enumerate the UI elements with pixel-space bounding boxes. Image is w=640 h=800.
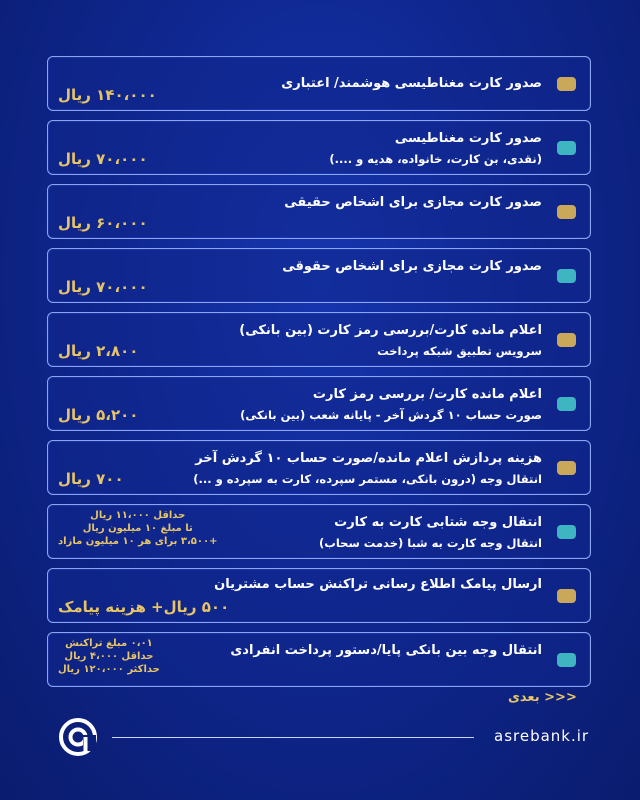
bullet-icon (557, 77, 576, 91)
fee-title: ارسال پیامک اطلاع رسانی تراکنش حساب مشتریان (214, 577, 542, 592)
fee-item (47, 440, 591, 495)
fee-item (47, 56, 591, 111)
bullet-icon (557, 333, 576, 347)
fee-note-line: تا مبلغ ۱۰ میلیون ریال (82, 523, 193, 534)
next-link[interactable]: <<< بعدی (508, 690, 577, 705)
fee-subtitle: انتقال وجه (درون بانکی، مستمر سپرده، کارت به سپرده و ...) (193, 472, 542, 486)
fee-subtitle: صورت حساب ۱۰ گردش آخر - پایانه شعب (بین بانکی) (240, 408, 542, 422)
bullet-icon (557, 141, 576, 155)
fee-subtitle: سرویس تطبیق شبکه پرداخت (377, 344, 542, 358)
fee-item (47, 504, 591, 559)
fee-item (47, 248, 591, 303)
fee-price: ۵،۲۰۰ ریال (58, 406, 139, 424)
footer-divider (112, 737, 474, 738)
fee-item (47, 632, 591, 687)
fee-subtitle: انتقال وجه کارت به شبا (خدمت سحاب) (319, 536, 542, 550)
fee-price: ۵۰۰ ریال+ هزینه پیامک (58, 598, 230, 616)
fee-note-line: حداکثر ۱۲۰،۰۰۰ ریال (58, 664, 160, 675)
bullet-icon (557, 589, 576, 603)
fee-note-line: +۳،۵۰۰ برای هر ۱۰ میلیون مازاد (58, 536, 218, 547)
fee-price: ۷۰،۰۰۰ ریال (58, 150, 148, 168)
fee-title: اعلام مانده کارت/ بررسی رمز کارت (312, 387, 542, 402)
fee-title: صدور کارت مغناطیسی هوشمند/ اعتباری (281, 76, 542, 91)
bullet-icon (557, 205, 576, 219)
fee-title: هزینه پردازش اعلام مانده/صورت حساب ۱۰ گردش آخر (195, 451, 542, 466)
fee-subtitle: (نقدی، بن کارت، خانواده، هدیه و ....) (329, 152, 542, 166)
bullet-icon (557, 653, 576, 667)
bank-logo-icon (59, 718, 97, 756)
fee-price: ۲،۸۰۰ ریال (58, 342, 139, 360)
fee-note-line: ۰،۰۱ مبلغ تراکنش (65, 638, 153, 649)
fee-item (47, 568, 591, 623)
website-text[interactable]: asrebank.ir (494, 727, 590, 745)
fee-item (47, 376, 591, 431)
fee-note (58, 509, 217, 548)
fee-price: ۱۴۰،۰۰۰ ریال (58, 86, 157, 104)
fee-note (58, 637, 160, 676)
fee-note-line: حداقل ۴،۰۰۰ ریال (64, 651, 154, 662)
bullet-icon (557, 461, 576, 475)
fee-price: ۷۰۰ ریال (58, 470, 124, 488)
fee-title: اعلام مانده کارت/بررسی رمز کارت (بین بانکی) (239, 323, 542, 338)
fee-note-line: حداقل ۱۱،۰۰۰ ریال (90, 510, 186, 521)
fee-price: ۷۰،۰۰۰ ریال (58, 278, 148, 296)
fee-title: انتقال وجه بین بانکی پایا/دستور پرداخت انفرادی (230, 643, 542, 658)
fee-list (47, 56, 591, 696)
bullet-icon (557, 397, 576, 411)
fee-title: انتقال وجه شتابی کارت به کارت (334, 515, 542, 530)
fee-title: صدور کارت مجازی برای اشخاص حقوقی (282, 259, 542, 274)
fee-item (47, 312, 591, 367)
fee-title: صدور کارت مجازی برای اشخاص حقیقی (284, 195, 542, 210)
bullet-icon (557, 525, 576, 539)
fee-item (47, 184, 591, 239)
bullet-icon (557, 269, 576, 283)
fee-title: صدور کارت مغناطیسی (394, 131, 542, 146)
fee-item (47, 120, 591, 175)
fee-price: ۶۰،۰۰۰ ریال (58, 214, 148, 232)
